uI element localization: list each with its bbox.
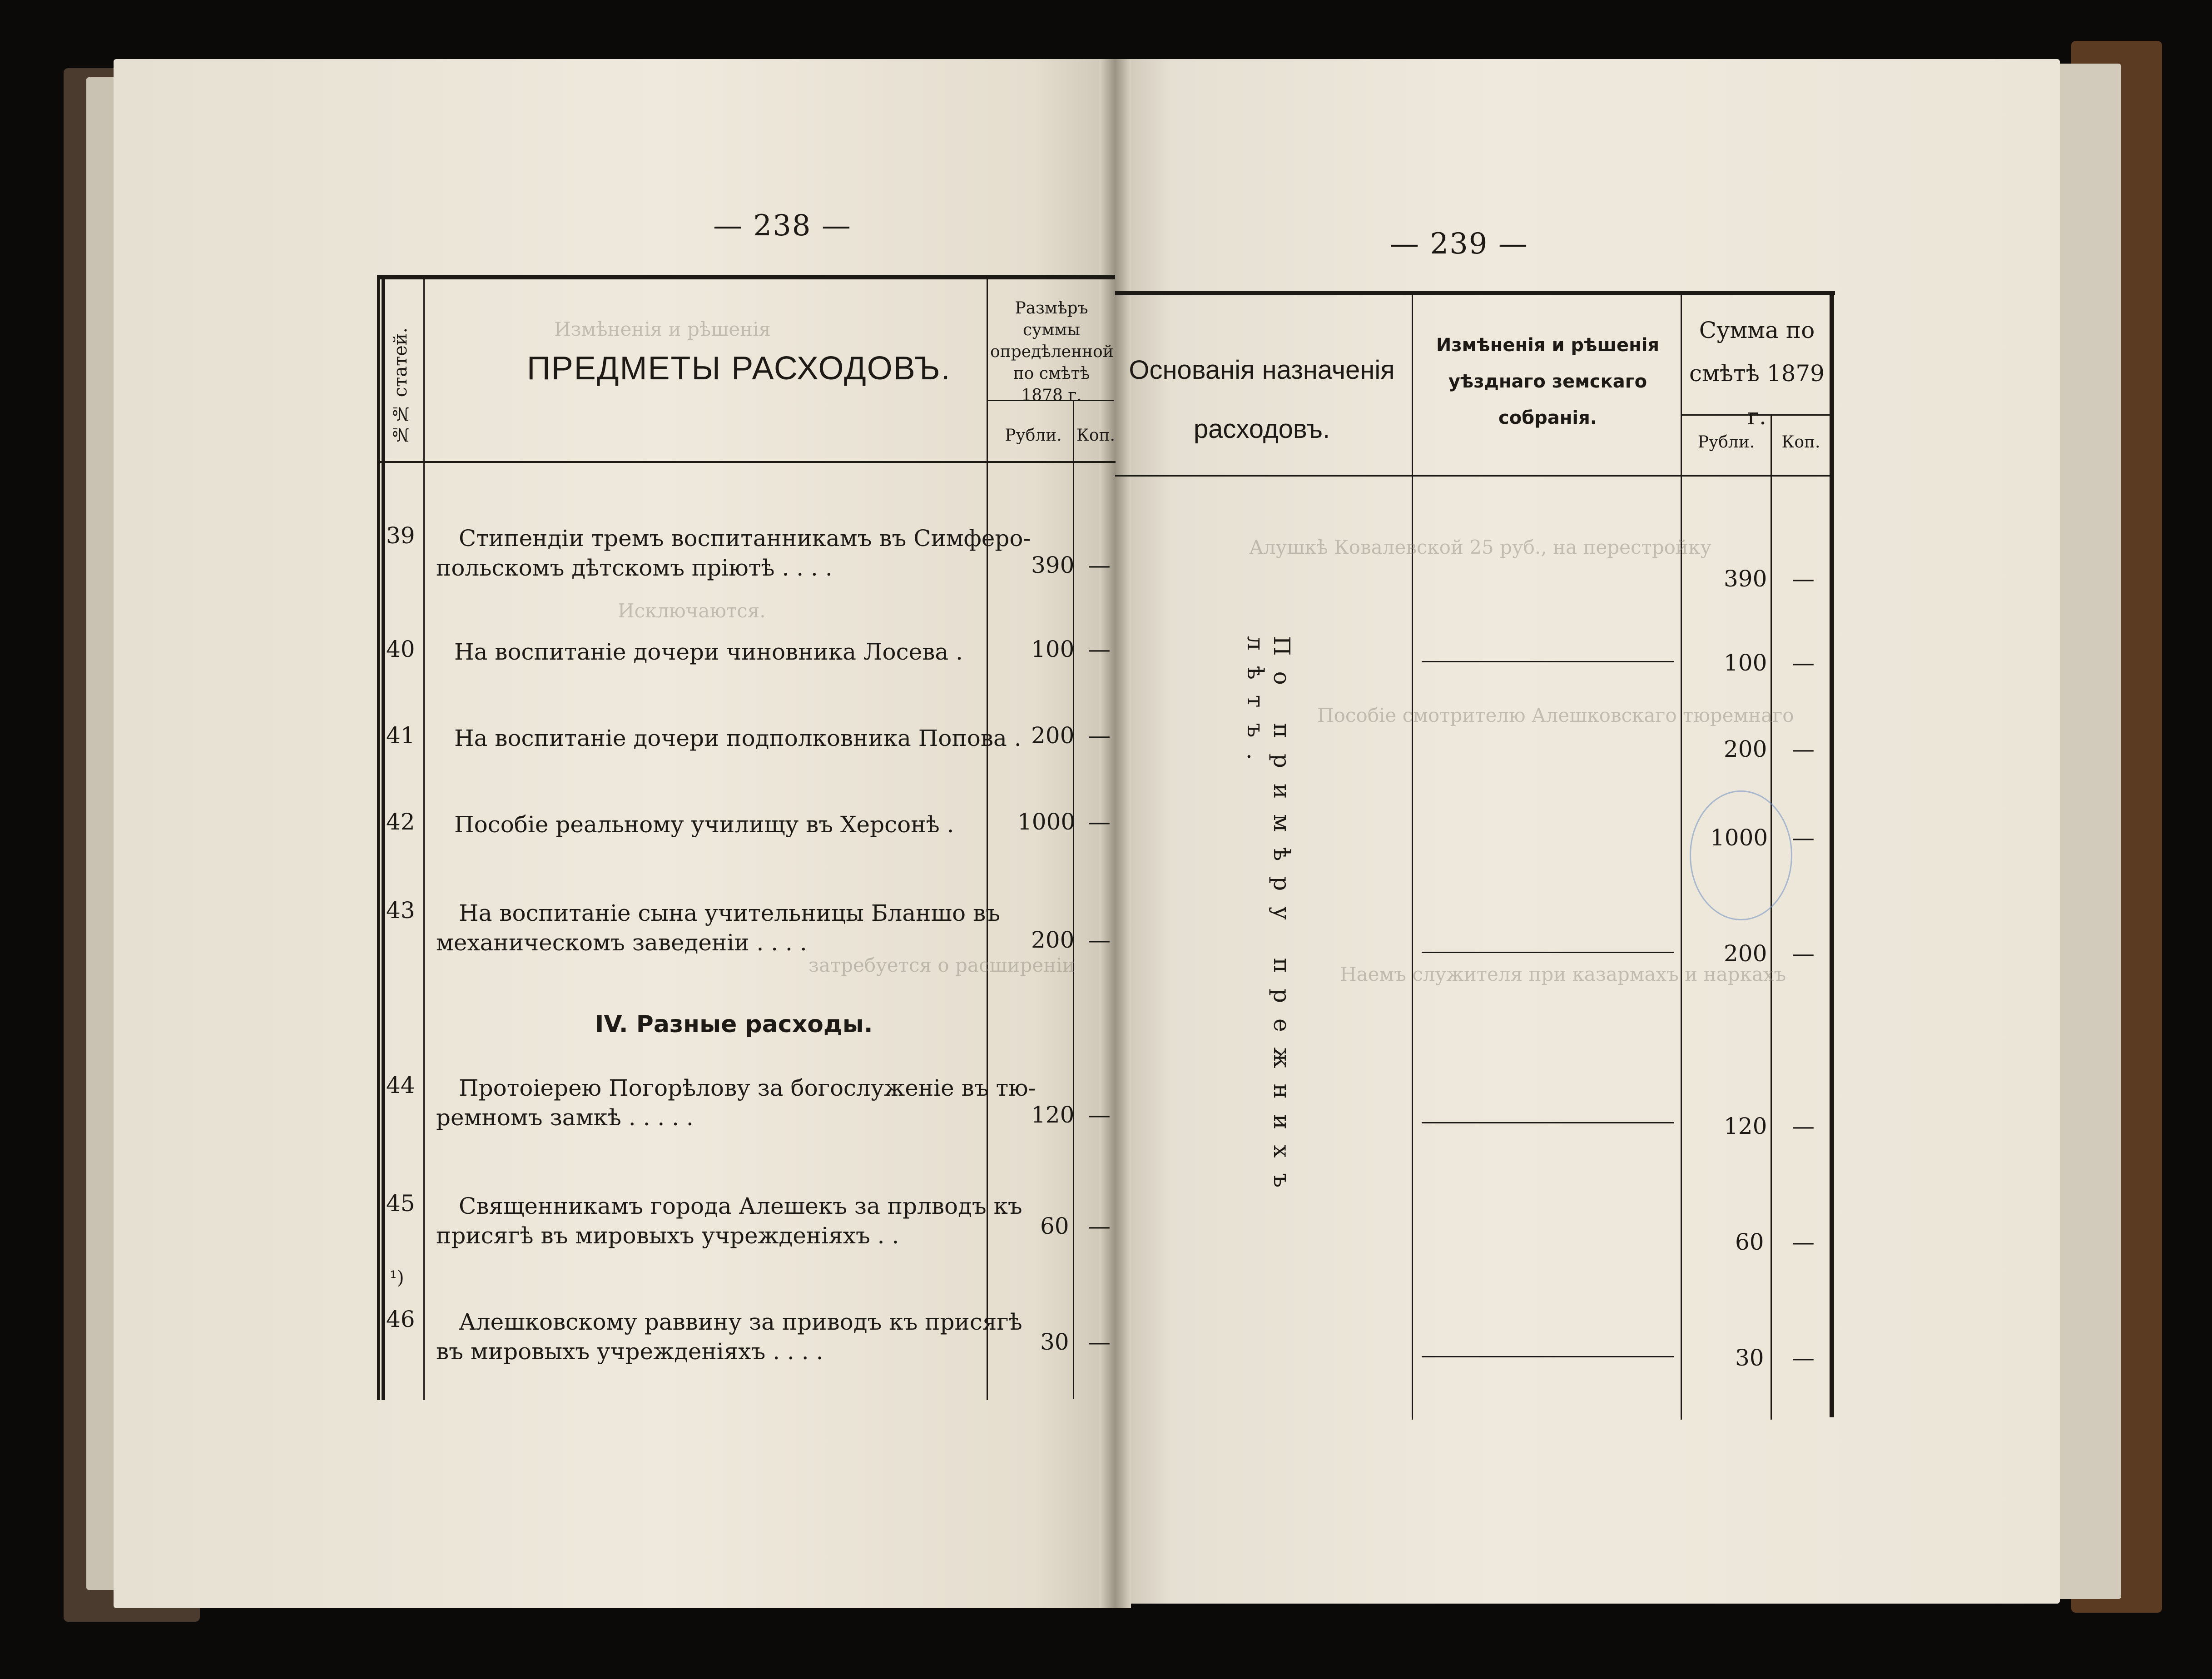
show-through-text: Наемъ служителя при казармахъ и наркахъ — [1340, 963, 1786, 985]
column-rule-kop — [1073, 400, 1074, 1399]
page-number-right: — 239 — — [1390, 227, 1528, 261]
row-text-line: Пособіе реальному училищу въ Херсонѣ . — [454, 811, 954, 838]
article-number: 46 — [386, 1306, 415, 1332]
section-heading: IV. Разные расходы. — [595, 1011, 873, 1038]
sum-rubles: 1000 — [1710, 825, 1768, 851]
sum-rubles: 200 — [1724, 736, 1767, 762]
article-number: 39 — [386, 522, 415, 549]
vertical-basis-note: По примѣру прежнихъ лѣтъ. — [1242, 636, 1295, 1203]
header-sum-1879: Сумма по смѣтѣ 1879 г. — [1689, 317, 1825, 430]
article-number: 45 — [386, 1190, 415, 1217]
article-number: 40 — [386, 636, 415, 662]
amount-kopecks: — — [1088, 1102, 1111, 1128]
sum-rubles: 60 — [1735, 1229, 1764, 1255]
show-through-text: Алушкѣ Ковалевской 25 руб., на перестройку — [1249, 536, 1711, 558]
row-text-line: Стипендіи тремъ воспитанникамъ въ Симферо- — [459, 525, 1031, 551]
sum-kopecks: — — [1792, 1113, 1815, 1139]
article-number: 43 — [386, 897, 415, 924]
column-rule-kop-right — [1771, 416, 1772, 1420]
column-rule-basis — [1412, 293, 1413, 1420]
show-through-text: затребуется о расширеніи — [808, 954, 1075, 976]
sum-kopecks: — — [1792, 566, 1815, 592]
table-left-border — [377, 278, 380, 1400]
header-amount-1878: Размѣръ суммы опредѣленной по смѣтѣ 1878 г. — [990, 299, 1114, 405]
header-basis: Основанія назначенія расходовъ. — [1129, 355, 1395, 444]
table-top-rule-right — [1115, 291, 1835, 295]
row-text-line: ремномъ замкѣ . . . . . — [436, 1104, 694, 1131]
table-left-border-thick — [382, 278, 385, 1400]
sum-kopecks: — — [1792, 736, 1815, 762]
show-through-text: Пособіе смотрителю Алешковскаго тюремнаго — [1317, 704, 1794, 726]
amount-kopecks: — — [1088, 809, 1111, 835]
header-bottom-rule-right — [1115, 475, 1833, 477]
sum-rubles: 120 — [1724, 1113, 1767, 1139]
amount-rubles: 30 — [1040, 1329, 1069, 1355]
column-rule-no — [423, 278, 425, 1400]
column-rule-amount — [987, 278, 988, 1400]
sum-kopecks: — — [1792, 825, 1815, 851]
row-text-line: польскомъ дѣтскомъ пріютѣ . . . . — [436, 555, 833, 581]
page-number-left: — 238 — — [713, 209, 852, 243]
header-title: ПРЕДМЕТЫ РАСХОДОВЪ. — [527, 350, 951, 387]
amount-kopecks: — — [1088, 927, 1111, 953]
amount-rubles: 1000 — [1017, 809, 1076, 835]
header-kopecks-left: Коп. — [1076, 426, 1115, 445]
row-text-line: механическомъ заведеніи . . . . — [436, 929, 807, 956]
header-kopecks-right: Коп. — [1781, 433, 1820, 452]
sum-rubles: 200 — [1724, 940, 1767, 967]
header-bottom-rule-left — [380, 461, 1116, 463]
show-through-text: Измѣненія и рѣшенія — [554, 318, 771, 340]
amount-rubles: 120 — [1031, 1102, 1075, 1128]
header-rubles-left: Рубли. — [1005, 426, 1062, 445]
amount-rubles: 60 — [1040, 1213, 1069, 1239]
row-text-line: Протоіерею Погорѣлову за богослуженіе въ тю- — [459, 1075, 1036, 1101]
pencil-mark — [1690, 790, 1792, 920]
entry-rule — [1422, 1356, 1674, 1357]
sum-rubles: 100 — [1724, 650, 1767, 676]
article-number: 42 — [386, 809, 415, 835]
amount-kopecks: — — [1088, 636, 1111, 662]
amount-kopecks: — — [1088, 1213, 1111, 1239]
row-text-line: Алешковскому раввину за приводъ къ присягѣ — [459, 1309, 1022, 1335]
row-text-line: присягѣ въ мировыхъ учрежденіяхъ . . — [436, 1222, 899, 1249]
table-top-rule-left — [377, 275, 1115, 279]
article-number: 41 — [386, 722, 415, 749]
amount-kopecks: — — [1088, 722, 1111, 749]
row-text-line: въ мировыхъ учрежденіяхъ . . . . — [436, 1338, 823, 1365]
header-article-no: №№ статей. — [390, 327, 411, 445]
footnote-mark: ¹) — [390, 1267, 404, 1288]
sum-kopecks: — — [1792, 1229, 1815, 1255]
sum-kopecks: — — [1792, 1345, 1815, 1371]
show-through-text: Исключаются. — [618, 600, 766, 622]
sum-kopecks: — — [1792, 940, 1815, 967]
amount-kopecks: — — [1088, 1329, 1111, 1355]
amount-rubles: 200 — [1031, 722, 1075, 749]
sum-rubles: 390 — [1724, 566, 1767, 592]
entry-rule — [1422, 661, 1674, 662]
row-text-line: На воспитаніе дочери чиновника Лосева . — [454, 639, 963, 665]
entry-rule — [1422, 952, 1674, 953]
amount-kopecks: — — [1088, 552, 1111, 578]
sum-rubles: 30 — [1735, 1345, 1764, 1371]
sum-kopecks: — — [1792, 650, 1815, 676]
article-number: 44 — [386, 1072, 415, 1098]
table-right-border — [1830, 291, 1834, 1417]
amount-rubles: 390 — [1031, 552, 1075, 578]
header-changes: Измѣненія и рѣшенія уѣзднаго земскаго собранія. — [1436, 335, 1660, 428]
row-text-line: На воспитаніе сына учительницы Бланшо въ — [459, 900, 1000, 926]
row-text-line: На воспитаніе дочери подполковника Попова . — [454, 725, 1022, 751]
entry-rule — [1422, 1122, 1674, 1123]
amount-rubles: 200 — [1031, 927, 1075, 953]
column-rule-changes — [1681, 293, 1682, 1420]
amount-rubles: 100 — [1031, 636, 1075, 662]
header-rubles-right: Рубли. — [1697, 433, 1755, 452]
row-text-line: Священникамъ города Алешекъ за прлводъ къ — [459, 1193, 1022, 1219]
